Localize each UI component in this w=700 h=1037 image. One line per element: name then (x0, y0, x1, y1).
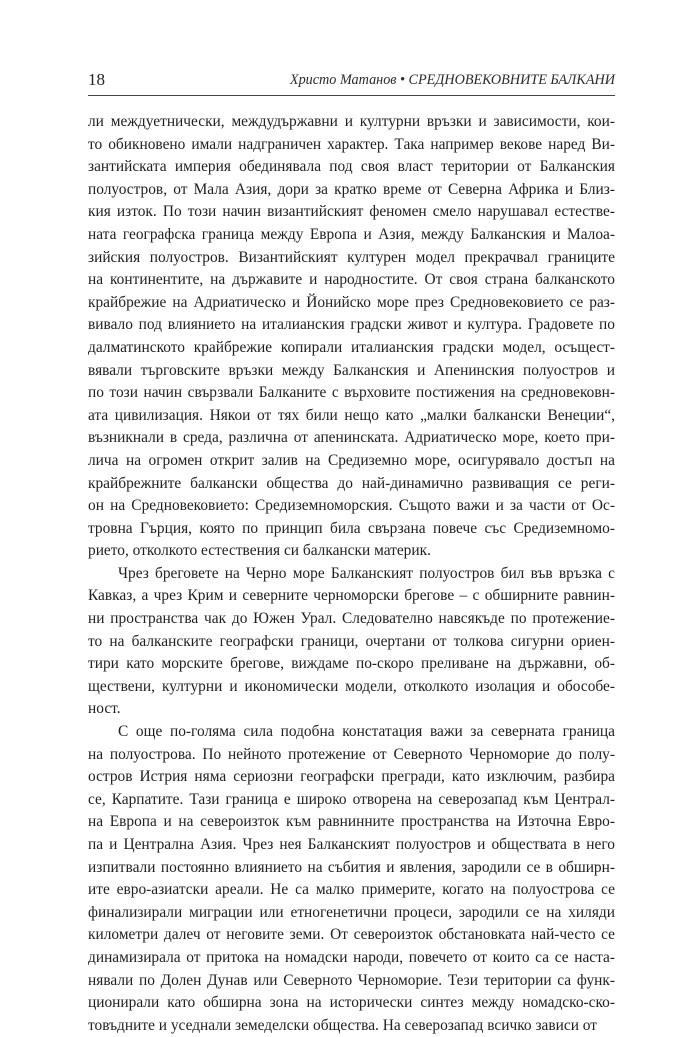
text-line: зийския полуостров. Византийският културен модел прекрачвал границите (88, 248, 615, 266)
text-line: далматинското крайбрежие копирали италианския градски модел, осъщест- (88, 338, 615, 356)
text-line: Кавказ, а чрез Крим и северните черноморски брегове – с обширните равнин- (88, 587, 615, 605)
text-line: ционирали като обширна зона на исторически синтез между номадско-ско- (88, 994, 615, 1012)
text-line: ата цивилизация. Някои от тях били нещо като „малки балкански Венеции“, (88, 406, 615, 424)
text-line: по този начин свързвали Балканите с върховите постижения на средновековн- (88, 384, 615, 402)
text-line: полуостров, от Мала Азия, дори за кратко време от Северна Африка и Близ- (88, 180, 615, 198)
text-line: на Европа и на североизток към равнинните пространства на Източна Евро- (88, 813, 615, 831)
text-line: Чрез бреговете на Черно море Балканският полуостров бил във връзка с (118, 564, 615, 582)
text-line: он на Средновековието: Средиземноморския. Същото важи и за части от Ос- (88, 497, 615, 515)
page-number: 18 (88, 70, 105, 89)
text-line: възникнали в среда, различна от апенинската. Адриатическо море, което при- (88, 429, 615, 447)
text-line: тири като морските брегове, виждаме по-скоро преливане на държавни, об- (88, 655, 615, 673)
text-line: нявали по Долен Дунав или Северното Черноморие. Тези територии са функ- (88, 971, 615, 989)
text-line: ли междуетнически, междудържавни и културни връзки и зависимости, кои- (88, 113, 615, 130)
page-header (88, 69, 615, 95)
text-line: километри далеч от неговите земи. От североизток обстановката най-често се (88, 926, 615, 944)
text-line: ност. (88, 700, 121, 718)
text-line: ществени, културни и икономически модели, отколкото изолация и обособе- (88, 677, 615, 695)
text-line: на континентите, на държавите и народностите. От своя страна балканското (88, 271, 615, 289)
text-line: рието, отколкото естествения си балкански материк. (88, 542, 431, 560)
running-head: Христо Матанов • СРЕДНОВЕКОВНИТЕ БАЛКАНИ (289, 72, 615, 88)
text-line: финализирали миграции или етногенетични процеси, зародили се на хиляди (88, 903, 615, 921)
text-line: ни пространства чак до Южен Урал. Следователно навсякъде по протежение- (88, 610, 615, 628)
text-line: се, Карпатите. Тази граница е широко отворена на северозапад към Централ- (88, 790, 615, 808)
text-line: крайбрежие на Адриатическо и Йонийско море през Средновековието се раз- (88, 293, 615, 311)
text-line: тровна Гърция, която по принцип била свързана повече със Средиземномо- (88, 519, 615, 537)
paragraph (88, 721, 615, 1037)
paragraph (88, 111, 615, 563)
text-line: то обикновено имали надграничен характер. Така например векове наред Ви- (88, 135, 615, 153)
text-line: остров Истрия няма сериозни географски прегради, като изключим, разбира (88, 768, 615, 786)
text-line: изпитвали постоянно влиянието на събития и явления, зародили се в обширн- (88, 858, 615, 876)
header-rule (88, 95, 615, 96)
text-line: С още по-голяма сила подобна констатация важи за северната граница (118, 723, 615, 741)
body-text (88, 111, 615, 1037)
text-line: на полуострова. По нейното протежение от Северното Черноморие до полу- (88, 745, 615, 763)
text-line: ите евро-азиатски ареали. Не са малко примерите, когато на полуострова се (88, 881, 615, 899)
text-line: вивало под влиянието на италианския градски живот и култура. Градовете по (88, 316, 615, 334)
paragraph (88, 563, 615, 721)
text-line: то на балканските географски граници, очертани от толкова сигурни ориен- (88, 632, 615, 650)
text-line: зантийската империя обединявала под своя власт територии от Балканския (88, 158, 615, 176)
text-line: кия изток. По този начин византийският феномен смело нарушавал естестве- (88, 203, 615, 221)
text-line: динамизирала от притока на номадски народи, повечето от които са се наста- (88, 948, 615, 966)
text-line: ната географска граница между Европа и Азия, между Балканския и Малоа- (88, 225, 615, 243)
text-line: лича на огромен открит залив на Средиземно море, осигурявало достъп на (88, 451, 615, 469)
text-line: вявали търговските връзки между Балканския и Апенинския полуостров и (88, 361, 615, 379)
text-line: товъдните и уседнали земеделски общества. На северозапад всичко зависи от (88, 1016, 598, 1034)
text-line: крайбрежните балкански общества до най-динамично развиващия се реги- (88, 474, 615, 492)
text-line: па и Централна Азия. Чрез нея Балканският полуостров и обществата в него (88, 836, 615, 853)
